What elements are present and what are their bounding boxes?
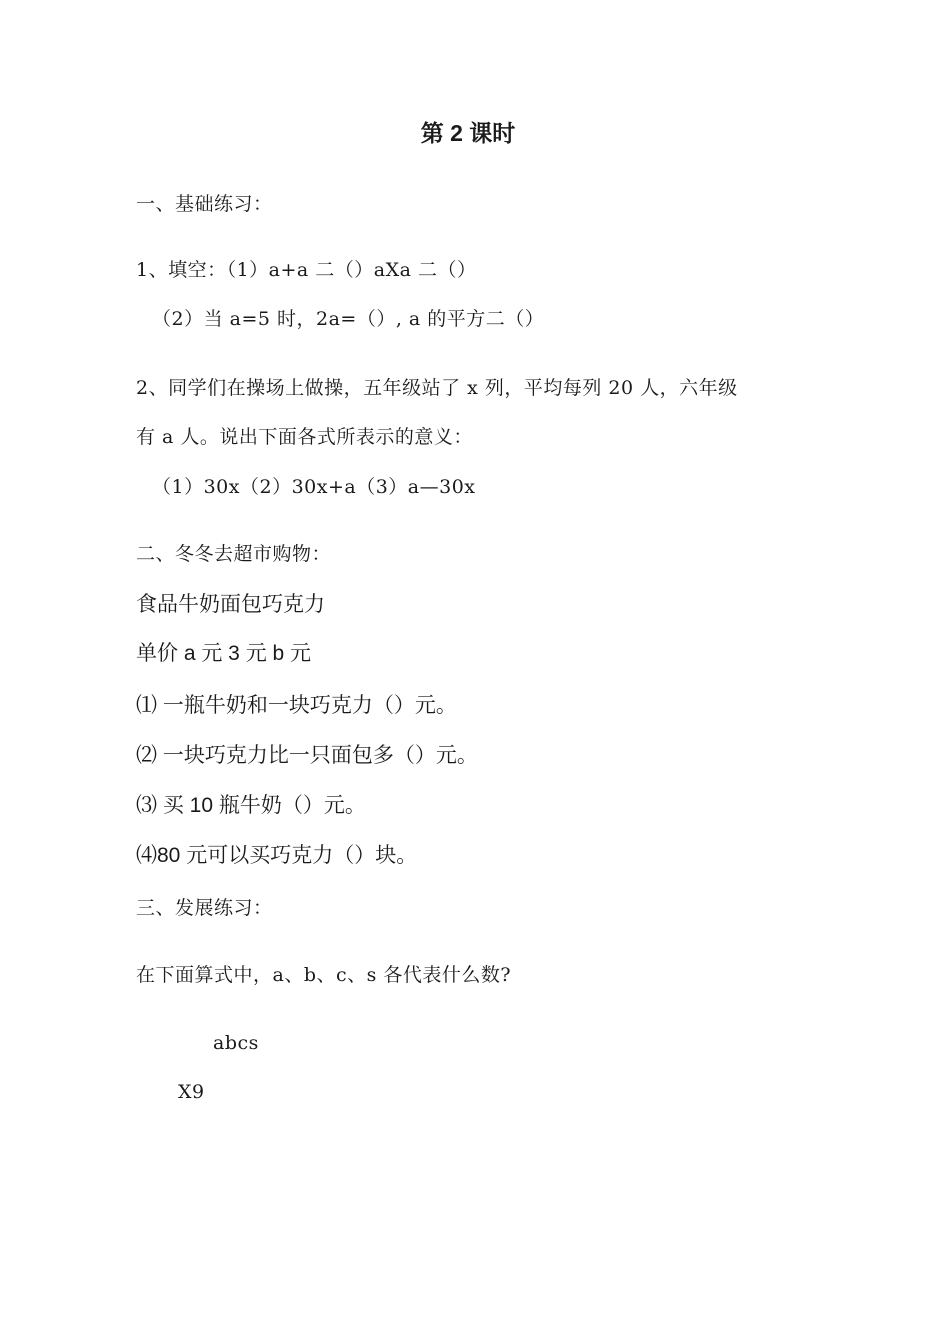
section3-heading: 三、发展练习： (136, 897, 273, 919)
list-item: ⑵ 一块巧克力比一只面包多（）元。 (136, 744, 478, 767)
list-item: ⑶ 买 10 瓶牛奶（）元。 (136, 794, 366, 817)
question2-line2: 有 a 人。说出下面各式所表示的意义： (136, 426, 473, 448)
question1-line2: （2）当 a=5 时，2a=（）, a 的平方二（） (152, 308, 545, 330)
page-title: 第 2 课时 (420, 120, 516, 146)
question1-line1: 1、填空：（1）a+a 二（）aXa 二（） (136, 259, 477, 281)
list-item: ⑴ 一瓶牛奶和一块巧克力（）元。 (136, 694, 457, 717)
question2-line3: （1）30x（2）30x+a（3）a—30x (152, 476, 476, 498)
calculation-line2: X9 (178, 1081, 205, 1103)
table-row-prices: 单价 a 元 3 元 b 元 (136, 642, 312, 665)
table-row-items: 食品牛奶面包巧克力 (136, 593, 325, 616)
section3-question: 在下面算式中，a、b、c、s 各代表什么数? (136, 964, 512, 986)
section1-heading: 一、基础练习： (136, 193, 273, 215)
calculation-line1: abcs (213, 1032, 259, 1054)
section2-heading: 二、冬冬去超市购物： (136, 543, 332, 565)
question2-line1: 2、同学们在操场上做操，五年级站了 x 列，平均每列 20 人，六年级 (136, 377, 738, 399)
list-item: ⑷80 元可以买巧克力（）块。 (136, 844, 418, 867)
